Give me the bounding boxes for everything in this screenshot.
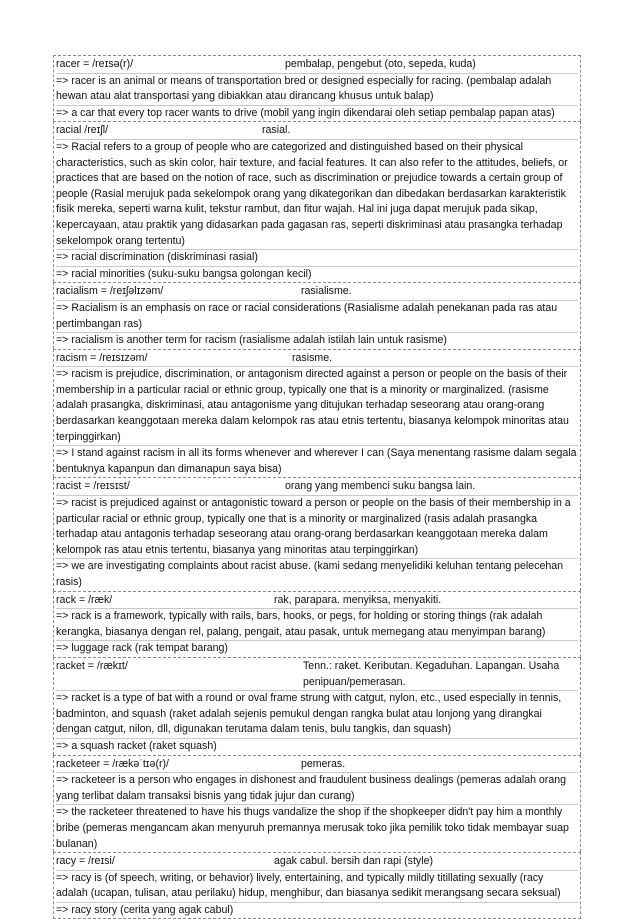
entry-line: => racial minorities (suku-suku bangsa golongan kecil)	[56, 267, 312, 280]
glossary-entry	[53, 477, 581, 590]
glossary-entry	[53, 591, 581, 657]
entry-line: => Racial refers to a group of people who are categorized and distinguished based on their physical characteristics, such as skin color, hair texture, and facial features. It can also refer to the attitudes, beliefs, or practices that are based on the notion of race, such as discrimination or prejudice towards a certain group of people (Rasial merujuk pada sekelompok orang yang dikategorikan dan dibedakan berdasarkan karakteristik fisik mereka, seperti warna kulit, tekstur rambut, dan fitur wajah. Hal ini juga dapat merujuk pada sikap, kepercayaan, atau praktik yang didasarkan pada gagasan ras, seperti diskriminasi atau prasangka terhadap sekelompok orang tertentu)	[56, 140, 578, 250]
translation: rak, parapara. menyiksa, menyakiti.	[274, 593, 442, 606]
entry-heading	[56, 854, 578, 871]
entry-line: => a squash racket (raket squash)	[56, 739, 217, 752]
entry-line: => I stand against racism in all its forms whenever and wherever I can (Saya menentang rasisme dalam segala bentuknya kapanpun dan dimanapun saya bisa)	[56, 447, 577, 475]
entry-line: => racer is an animal or means of transportation bred or designed especially for racing. (pembalap adalah hewan atau alat transportasi yang dibiakkan atau dirancang khusus untuk balap)	[56, 74, 578, 106]
glossary-entry	[53, 282, 581, 348]
translation: pemeras.	[301, 757, 346, 770]
entry-heading	[56, 57, 578, 74]
headword: racket = /rækɪt/	[56, 659, 128, 672]
glossary-entry	[53, 755, 581, 853]
entry-heading	[56, 123, 578, 140]
entry-heading	[56, 593, 578, 610]
entry-line: => Racialism is an emphasis on race or racial considerations (Rasialisme adalah penekanan pada ras atau pertimbangan ras)	[56, 301, 578, 333]
entry-line: => rack is a framework, typically with rails, bars, hooks, or pegs, for holding or storing things (rak adalah kerangka, biasanya dengan rel, palang, pengait, atau pasak, untuk memegang atau menyimpan barang)	[56, 609, 578, 641]
entry-line: => racket is a type of bat with a round or oval frame strung with catgut, nylon, etc., used especially in tennis, badminton, and squash (raket adalah sejenis pemukul dengan rangka bulat atau lonjong yang dirangkai dengan catgut, nilon, dll, digunakan terutama dalam tenis, bulu tangkis, dan squash)	[56, 691, 578, 739]
headword: racism = /reɪsɪzəm/	[56, 351, 148, 364]
entry-line: => racy is (of speech, writing, or behavior) lively, entertaining, and typically mildly titillating sexually (racy adalah (ucapan, tulisan, atau perilaku) hidup, menghibur, dan biasanya sedikit merangsang secara seksual)	[56, 871, 578, 903]
entry-heading	[56, 659, 578, 691]
entry-line: => racialism is another term for racism (rasialisme adalah istilah lain untuk rasisme)	[56, 334, 447, 347]
headword: racketeer = /rækəˈtɪə(r)/	[56, 757, 169, 770]
headword: racy = /reɪsi/	[56, 855, 115, 868]
entry-heading	[56, 284, 578, 301]
entry-line: => the racketeer threatened to have his thugs vandalize the shop if the shopkeeper didn't pay him a monthly bribe (pemeras mengancam akan menyuruh premannya merusak toko jika pemilik toko tidak membayar suap bulanan)	[56, 806, 569, 850]
entry-line: => racism is prejudice, discrimination, or antagonism directed against a person or people on the basis of their membership in a particular racial or ethnic group, typically one that is a minority or marginalized. (rasisme adalah prasangka, diskriminasi, atau antagonisme yang ditujukan terhadap seseorang atau orang-orang berdasarkan keanggotaan mereka dalam kelompok ras atau etnis tertentu, biasanya kelompok minoritas atau terpinggirkan)	[56, 367, 578, 446]
entry-line: => racy story (cerita yang agak cabul)	[56, 903, 234, 916]
glossary-entry	[53, 852, 581, 919]
headword: racist = /reɪsɪst/	[56, 480, 130, 493]
translation: orang yang membenci suku bangsa lain.	[285, 480, 476, 493]
entry-line: => a car that every top racer wants to drive (mobil yang ingin dikendarai oleh setiap pembalap papan atas)	[56, 106, 555, 119]
glossary-entries	[53, 55, 581, 919]
entry-line: => racist is prejudiced against or antagonistic toward a person or people on the basis of their membership in a particular racial or ethnic group, typically one that is a minority or marginalized (rasis adalah prasangka terhadap atau antagonis terhadap seseorang atau orang-orang berdasarkan keanggotaan mereka dalam kelompok ras atau etnis tertentu, biasanya yang minoritas atau terpinggirkan)	[56, 496, 578, 559]
entry-line: => we are investigating complaints about racist abuse. (kami sedang menyelidiki keluhan tentang pelecehan rasis)	[56, 560, 564, 588]
headword: racial /reɪʃl/	[56, 124, 109, 137]
headword: racer = /reɪsə(r)/	[56, 58, 134, 70]
glossary-entry	[53, 657, 581, 755]
glossary-entry	[53, 349, 581, 478]
entry-line: => racial discrimination (diskriminasi rasial)	[56, 250, 578, 267]
headword: racialism = /reɪʃəlɪzəm/	[56, 285, 164, 298]
translation: rasial.	[262, 124, 291, 137]
translation: pembalap, pengebut (oto, sepeda, kuda)	[285, 58, 476, 70]
entry-line: => luggage rack (rak tempat barang)	[56, 642, 228, 655]
headword: rack = /ræk/	[56, 593, 113, 606]
entry-heading	[56, 757, 578, 774]
entry-heading	[56, 351, 578, 368]
translation: agak cabul. bersih dan rapi (style)	[274, 855, 433, 868]
entry-heading	[56, 479, 578, 496]
translation: Tenn.: raket. Keributan. Kegaduhan. Lapangan. Usaha penipuan/pemerasan.	[303, 659, 560, 688]
translation: rasialisme.	[301, 285, 352, 298]
glossary-entry	[53, 55, 581, 121]
translation: rasisme.	[292, 351, 333, 364]
entry-line: => racketeer is a person who engages in dishonest and fraudulent business dealings (pemeras adalah orang yang terlibat dalam transaksi bisnis yang tidak jujur dan curang)	[56, 773, 578, 805]
glossary-entry	[53, 121, 581, 282]
